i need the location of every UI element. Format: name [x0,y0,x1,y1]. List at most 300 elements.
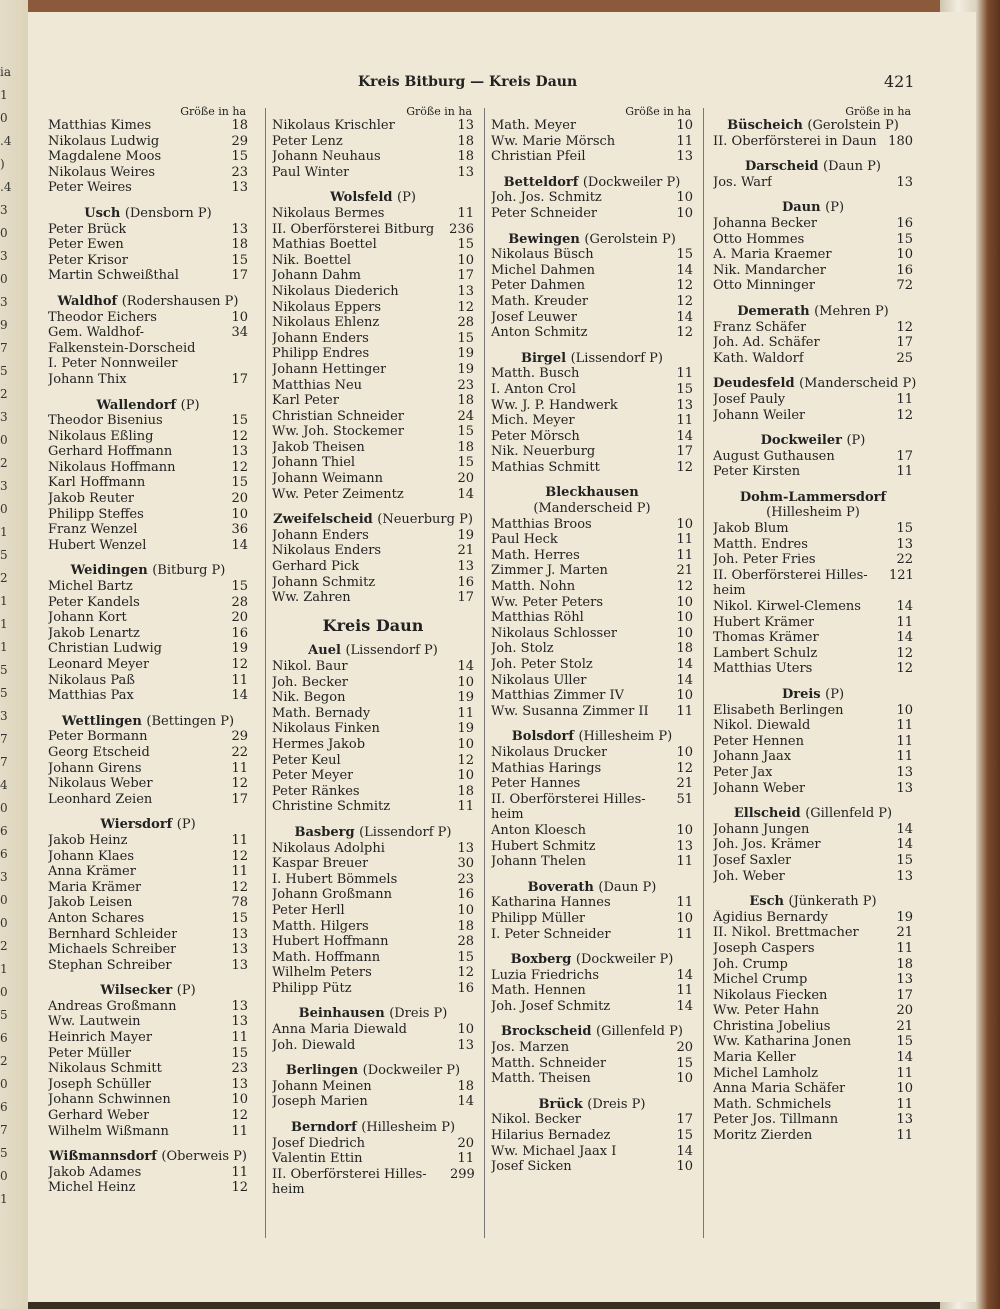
list-item [713,630,913,646]
owner-name: Maria Keller [713,1050,796,1066]
list-item [491,1040,693,1056]
place-heading [491,351,693,367]
owner-name: Nikolaus Hoffmann [48,459,176,475]
area-value: 12 [231,879,248,895]
list-item [272,1079,474,1095]
area-value: 15 [457,949,474,965]
owner-name: Christian Schneider [272,408,405,424]
place-heading [48,817,248,833]
header-title: Kreis Bitburg — Kreis Daun [358,74,578,90]
area-value: 121 [889,567,914,583]
area-value: 14 [676,657,693,672]
list-item [491,1071,693,1087]
owner-name: Christine Schmitz [272,799,391,815]
area-value: 11 [896,733,913,749]
area-value: 18 [457,439,474,455]
owner-name: Matth. Nohn [491,579,576,595]
binding-fragment: 3 [0,203,8,217]
area-value: 18 [457,783,474,799]
area-value: 10 [231,309,248,325]
binding-fragment: 3 [0,709,8,723]
binding-fragment: 2 [0,939,8,953]
list-item [713,941,913,957]
binding-fragment: 4 [0,778,8,792]
list-item [48,1108,248,1124]
place-name: Betteldorf [503,174,579,190]
list-item [713,661,913,677]
owner-name: Peter Bormann [48,729,148,745]
owner-name: Michel Heinz [48,1180,136,1196]
list-item [272,950,474,966]
list-item [272,362,474,378]
place-name: Esch [749,894,784,910]
owner-name: Hilarius Bernadez [491,1128,611,1144]
area-value: 20 [231,491,248,507]
owner-name: Nikol. Kirwel-Clemens [713,599,861,615]
owner-name: Nikol. Baur [272,659,348,674]
list-item [48,1014,248,1030]
column-header: Größe in ha [180,105,246,118]
place-heading [713,894,913,910]
owner-name: Luzia Friedrichs [491,967,599,983]
place-name: Büscheich [727,118,803,133]
area-value: 299 [450,1166,475,1182]
list-item [48,776,248,792]
area-value: 17 [457,590,474,606]
owner-name: Michel Dahmen [491,262,596,278]
list-item [491,927,693,943]
area-value: 17 [457,268,474,284]
place-name: Ellscheid [733,806,801,822]
owner-name: Peter Ewen [48,237,124,253]
list-item [713,408,913,424]
postal-note: (P) [825,200,845,216]
owner-name: Matth. Theisen [491,1071,591,1087]
place-heading [491,175,693,191]
list-item [491,118,693,134]
area-value: 10 [676,610,693,626]
area-value: 12 [231,459,248,475]
list-item [48,610,248,626]
binding-fragment: 3 [0,295,8,309]
list-item [272,659,474,675]
area-value [224,356,248,372]
postal-note: (Lissendorf P) [359,824,452,840]
owner-name: Math. Kreuder [491,293,589,309]
list-item [48,1061,248,1077]
owner-name: Anna Maria Diewald [272,1022,407,1038]
area-value: 15 [676,247,693,263]
area-value: 15 [231,910,248,926]
area-value: 11 [676,547,693,563]
area-value: 17 [676,1112,693,1128]
owner-name: Jakob Heinz [48,832,128,848]
owner-name: Leonhard Zeien [48,791,153,807]
place-name: Wettlingen [61,713,142,729]
place-name: Boverath [527,879,594,895]
place-heading [272,1120,474,1136]
place-heading [272,643,474,659]
list-item [272,784,474,800]
owner-name: Valentin Ettin [272,1151,363,1167]
list-item [713,703,913,719]
binding-fragment: 6 [0,1031,8,1045]
area-value: 10 [676,688,693,704]
area-value: 10 [896,702,913,718]
postal-note: (Hillesheim P) [361,1120,456,1136]
owner-name: Michel Crump [713,972,808,988]
area-value: 13 [457,840,474,856]
owner-name: Jakob Theisen [272,439,365,455]
area-value: 17 [231,268,248,284]
owner-name: Mich. Meyer [491,413,575,429]
binding-fragment: 3 [0,410,8,424]
binding-fragment: 5 [0,686,8,700]
area-value: 21 [896,925,913,941]
list-item [272,590,474,606]
list-item [713,765,913,781]
place-heading [713,159,913,175]
area-value: 13 [676,838,693,854]
list-item [491,294,693,310]
area-value: 11 [457,1151,474,1167]
owner-name: Matthias Pax [48,688,134,704]
postal-note: (Gillenfeld P) [805,806,893,822]
area-value: 11 [231,1164,248,1180]
owner-name: Paul Heck [491,532,558,548]
binding-fragment: 1 [0,88,8,102]
list-item [272,134,474,150]
list-item [48,538,248,554]
place-name: Daun [781,200,821,216]
binding-fragment: 3 [0,870,8,884]
owner-name: Paul Winter [272,164,350,180]
area-value: 23 [231,164,248,180]
area-value: 10 [676,594,693,610]
owner-name: Nikolaus Eßling [48,428,154,444]
list-item [48,911,248,927]
owner-name: Nikolaus Uller [491,672,587,688]
place-name: Dreis [781,687,821,702]
area-value: 13 [457,118,474,133]
area-value: 10 [676,118,693,133]
binding-fragment: 0 [0,502,8,516]
list-item [713,232,913,248]
binding-fragment: 7 [0,341,8,355]
list-item [491,1159,693,1175]
owner-name: II. Nikol. Brettmacher [713,925,859,941]
area-value: 16 [231,625,248,641]
binding-fragment: .4 [0,180,12,194]
area-value: 12 [676,278,693,294]
owner-name: Math. Hennen [491,983,586,999]
list-item [272,222,474,238]
area-value: 20 [896,1003,913,1019]
list-item [491,134,693,150]
area-value: 13 [231,957,248,973]
area-value: 14 [676,1143,693,1159]
owner-name: A. Maria Kraemer [713,247,832,263]
owner-name: Nikolaus Weires [48,164,156,180]
area-value: 17 [231,791,248,807]
owner-name: Michel Bartz [48,579,133,595]
owner-name: Peter Jax [713,764,773,780]
owner-name: Josef Leuwer [491,309,578,325]
owner-name: Joh. Becker [272,674,348,690]
binding-fragment: 6 [0,824,8,838]
list-item [713,1081,913,1097]
area-value: 10 [676,822,693,838]
owner-name: Johann Großmann [272,887,392,903]
list-item [713,853,913,869]
place-name: Bolsdorf [511,729,574,745]
owner-name: Joseph Schüller [48,1076,152,1092]
page-number: 421 [884,72,915,91]
list-item [491,278,693,294]
owner-name: Nikolaus Paß [48,672,135,688]
owner-name: Josef Saxler [713,852,792,868]
postal-note: (Gillenfeld P) [596,1024,683,1040]
area-value: 11 [896,1065,913,1081]
area-value: 20 [676,1040,693,1056]
list-item [491,688,693,704]
list-item [713,449,913,465]
place-heading [491,232,693,248]
owner-name: Peter Keul [272,752,341,768]
area-value: 19 [896,909,913,925]
owner-name: Johann Kort [48,610,127,626]
list-item [48,958,248,974]
list-item [48,688,248,704]
binding-fragment: ) [0,157,5,171]
owner-name: Matth. Endres [713,536,808,552]
area-value: 18 [676,641,693,657]
area-value: 11 [457,705,474,721]
owner-name: I. Peter Schneider [491,926,611,942]
list-item [272,690,474,706]
owner-name: Johann Hettinger [272,361,387,377]
owner-name: Gerhard Pick [272,559,360,575]
owner-name: Mathias Harings [491,760,602,776]
owner-name: Elisabeth Berlingen [713,702,844,718]
area-value: 11 [896,614,913,630]
list-item [272,378,474,394]
list-item [713,521,913,537]
area-value: 28 [457,315,474,331]
list-item [491,206,693,222]
binding-fragment: 0 [0,801,8,815]
owner-name: Bernhard Schleider [48,926,178,942]
list-item [713,278,913,294]
area-value: 14 [457,1094,474,1110]
owner-name: Zimmer J. Marten [491,563,608,579]
owner-name: Johann Enders [272,527,369,543]
list-item [48,849,248,865]
area-value: 13 [231,942,248,958]
area-value: 11 [676,366,693,382]
area-value: 78 [231,895,248,911]
owner-name: Joh. Peter Stolz [491,657,593,672]
owner-name: II. Oberförsterei Hilles-heim [491,791,646,823]
area-value: 18 [457,1078,474,1094]
list-item [272,706,474,722]
area-value: 180 [888,133,913,149]
postal-note: (Lissendorf P) [570,350,663,366]
postal-note: (P) [825,687,845,702]
list-item [272,841,474,857]
owner-name: Theodor Eichers [48,309,157,325]
area-value: 72 [896,278,913,294]
place-heading [48,983,248,999]
area-value: 13 [231,221,248,237]
place-heading [48,563,248,579]
owner-name: I. Hubert Bömmels [272,871,398,887]
list-item [491,190,693,206]
list-item [272,409,474,425]
list-item [272,440,474,456]
list-item [48,118,248,134]
binding-fragment: 0 [0,916,8,930]
owner-name: Nikolaus Bermes [272,205,385,221]
area-value: 11 [676,926,693,942]
postal-note: (Oberweis P) [161,1149,247,1165]
area-value: 11 [457,205,474,221]
book-page [28,12,976,1302]
owner-name: Johann Thelen [491,854,586,870]
owner-name: Heinrich Mayer [48,1030,153,1046]
postal-note: (Jünkerath P) [788,894,877,910]
list-item [713,216,913,232]
owner-name: Wilhelm Wißmann [48,1123,169,1139]
owner-name: Peter Herll [272,902,345,918]
column-rule [703,108,704,1238]
area-value: 12 [896,661,913,677]
area-value: 11 [676,895,693,911]
owner-name: Ww. Zahren [272,590,351,606]
area-value: 15 [896,852,913,868]
list-item [491,792,693,823]
place-name: Brockscheid [501,1024,592,1040]
binding-fragment: 0 [0,893,8,907]
owner-name: Christian Ludwig [48,641,162,657]
area-value: 15 [231,149,248,165]
owner-name: Ww. Katharina Jonen [713,1034,852,1050]
list-item [272,675,474,691]
list-item [48,180,248,196]
list-item [491,911,693,927]
list-item [48,356,248,372]
area-value: 28 [231,594,248,610]
place-name: Auel [308,643,341,659]
owner-name: Ww. Peter Peters [491,594,603,610]
list-item [491,1112,693,1128]
column-1 [48,104,248,1196]
area-value: 21 [676,776,693,792]
area-value: 11 [896,718,913,734]
postal-note: (Dockweiler P) [582,174,681,190]
owner-name: Jakob Blum [713,521,789,537]
owner-name: Nik. Mandarcher [713,262,826,278]
owner-name: Math. Meyer [491,118,577,133]
area-value: 15 [896,521,913,537]
owner-name: Peter Hannes [491,776,581,792]
area-value: 12 [231,657,248,672]
area-value: 10 [231,1092,248,1108]
list-item [713,781,913,797]
owner-name: Nik. Boettel [272,252,352,268]
area-value: 10 [676,205,693,221]
binding-fragment: 0 [0,985,8,999]
list-item [48,237,248,253]
area-value: 24 [457,408,474,424]
area-value: 14 [231,537,248,553]
list-item [272,872,474,888]
owner-name: Josef Diedrich [272,1135,365,1151]
area-value: 12 [676,579,693,595]
owner-name: Hubert Hoffmann [272,934,389,950]
place-name: Deudesfeld [713,376,795,392]
binding-edge [0,0,28,1309]
owner-name: Otto Minninger [713,278,816,294]
owner-name: Matthias Zimmer IV [491,688,625,704]
area-value: 15 [676,381,693,397]
owner-name: Kaspar Breuer [272,856,369,872]
list-item [48,673,248,689]
area-value: 10 [457,1022,474,1038]
owner-name: Math. Hoffmann [272,949,381,965]
place-heading [491,729,693,745]
area-value: 12 [896,407,913,423]
list-item [491,745,693,761]
list-item [48,134,248,150]
list-item [713,837,913,853]
owner-name: Joh. Stolz [491,641,554,657]
list-item [491,1144,693,1160]
area-value: 19 [457,690,474,706]
postal-note: (P) [176,817,196,833]
owner-name: Nikolaus Diederich [272,283,399,299]
list-item [491,413,693,429]
area-value: 11 [896,1128,913,1144]
list-item [713,615,913,631]
area-value: 13 [896,972,913,988]
area-value: 15 [457,424,474,440]
area-value: 15 [676,1055,693,1071]
owner-name: Philipp Müller [491,910,586,926]
area-value: 36 [231,522,248,538]
list-item [48,413,248,429]
list-item [48,761,248,777]
list-item [272,487,474,503]
area-value: 23 [457,377,474,393]
postal-note: (Mehren P) [814,303,889,319]
list-item [272,768,474,784]
area-value: 17 [896,448,913,464]
list-item [48,253,248,269]
place-name: Beinhausen [298,1006,385,1022]
owner-name: Anna Maria Schäfer [713,1081,846,1097]
owner-name: Jakob Reuter [48,491,135,507]
owner-name: Matth. Schneider [491,1055,607,1071]
place-heading [272,1006,474,1022]
owner-name: Jakob Adames [48,1164,142,1180]
area-value: 17 [896,987,913,1003]
binding-fragment: 0 [0,433,8,447]
place-name: Bewingen [508,231,580,247]
area-value: 10 [676,910,693,926]
postal-note: (Manderscheid P) [533,501,651,517]
place-heading [713,200,913,216]
